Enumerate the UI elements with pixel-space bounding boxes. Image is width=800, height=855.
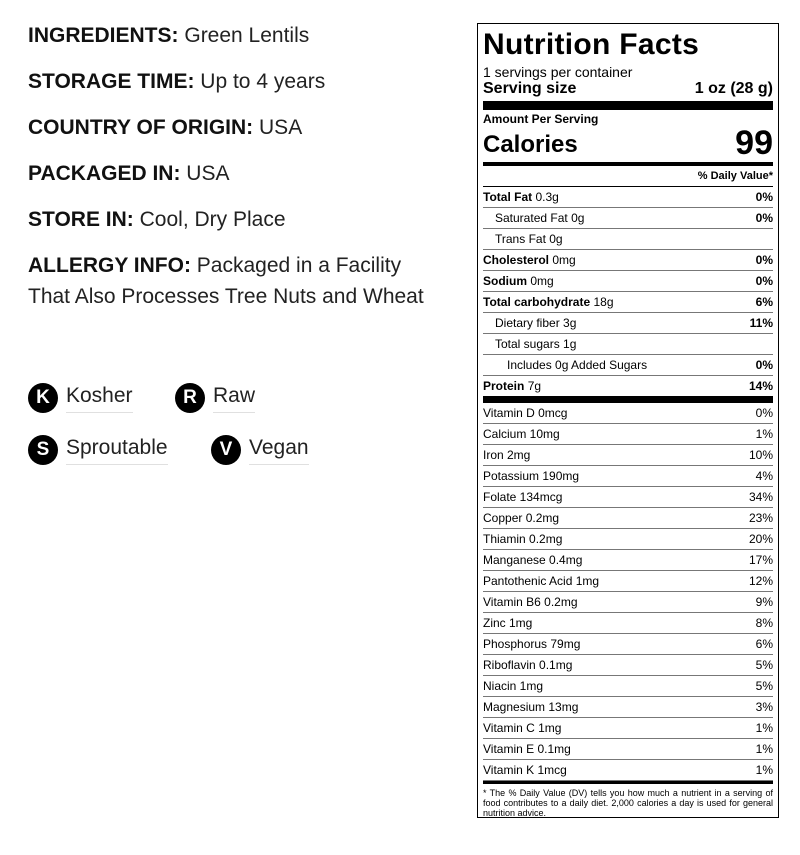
vitamin-name: Phosphorus 79mg [483,637,581,651]
nutrient-percent: 0% [755,358,773,372]
serving-size-label: Serving size [483,80,577,97]
vitamin-row [483,571,773,592]
nutrient-name [483,208,584,228]
nutrient-label: Total sugars [495,337,560,351]
vitamin-percent: 12% [748,574,773,588]
nutrient-name [483,250,576,270]
daily-value-footnote: * The % Daily Value (DV) tells you how much a nutrient in a serving of food contributes to a daily diet. 2,000 calories a day is used for general nutrition advice. [483,788,773,818]
country-of-origin-info [28,112,448,143]
nutrient-percent: 0% [755,274,773,288]
vitamin-name: Iron 2mg [483,448,531,462]
nutrient-name [483,271,554,291]
vitamin-name: Vitamin B6 0.2mg [483,595,578,609]
nutrient-row [483,355,773,376]
info-value: USA [186,162,230,185]
vitamin-percent: 0% [755,406,773,420]
sproutable-icon: S [28,435,58,465]
nutrient-list [483,187,773,396]
nutrient-percent: 0% [755,211,773,225]
vitamin-name: Magnesium 13mg [483,700,579,714]
storage-time-info [28,66,448,97]
badge-label: Kosher [66,384,133,413]
vitamin-list [483,403,773,781]
nutrient-percent: 0% [755,190,773,204]
nutrient-row [483,376,773,396]
info-label: ALLERGY INFO: [28,254,191,277]
vitamin-name: Riboflavin 0.1mg [483,658,573,672]
nutrient-amount: 0mg [530,274,554,288]
nutrient-row [483,250,773,271]
badge-label: Vegan [249,436,309,465]
vitamin-name: Potassium 190mg [483,469,580,483]
nutrient-percent: 14% [748,379,773,393]
serving-size-value: 1 oz (28 g) [694,80,773,97]
vitamin-name: Vitamin K 1mcg [483,763,567,777]
vitamin-percent: 5% [755,658,773,672]
nutrient-amount: 0mg [552,253,576,267]
badge-vegan[interactable] [211,435,309,465]
calories-row [483,126,773,160]
vitamin-name: Manganese 0.4mg [483,553,583,567]
vitamin-row [483,466,773,487]
vitamin-percent: 8% [755,616,773,630]
vitamin-row [483,655,773,676]
nutrient-amount: 18g [593,295,614,309]
vitamin-row [483,529,773,550]
nutrient-percent: 6% [755,295,773,309]
nutrient-amount: 0.3g [535,190,559,204]
nutrient-name [483,355,647,375]
nutrient-row [483,229,773,250]
info-value: USA [259,116,303,139]
thick-divider [483,101,773,110]
vegan-icon: V [211,435,241,465]
info-label: COUNTRY OF ORIGIN: [28,116,254,139]
vitamin-percent: 4% [755,469,773,483]
vitamin-row [483,676,773,697]
vitamin-row [483,508,773,529]
nutrient-amount: 0g [571,211,585,225]
vitamin-name: Thiamin 0.2mg [483,532,563,546]
vitamin-name: Zinc 1mg [483,616,533,630]
vitamin-name: Vitamin D 0mcg [483,406,568,420]
nutrient-name [483,376,541,396]
info-value: Cool, Dry Place [139,208,286,231]
vitamin-percent: 1% [755,763,773,777]
nutrient-name [483,313,576,333]
vitamin-name: Niacin 1mg [483,679,544,693]
vitamin-row [483,487,773,508]
vitamin-percent: 20% [748,532,773,546]
nutrition-facts-panel [477,23,779,818]
vitamin-percent: 1% [755,721,773,735]
footnote-divider [483,781,773,784]
nutrient-label: Protein [483,379,525,393]
vitamin-row [483,550,773,571]
vitamin-name: Folate 134mcg [483,490,563,504]
info-value: Green Lentils [184,24,310,47]
nutrient-label: Total Fat [483,190,533,204]
badge-raw[interactable] [175,383,255,413]
servings-per-container: 1 servings per container [483,64,633,80]
nutrient-name [483,292,614,312]
info-value: Packaged in a Facility That Also Processes Tree Nuts and Wheat [28,254,424,308]
ingredients-info [28,20,448,51]
nutrient-percent: 11% [749,316,773,330]
vitamin-row [483,760,773,781]
vitamin-percent: 23% [748,511,773,525]
vitamin-name: Pantothenic Acid 1mg [483,574,600,588]
nutrient-row [483,208,773,229]
nutrient-row [483,271,773,292]
vitamin-percent: 17% [748,553,773,567]
nutrient-row [483,187,773,208]
vitamin-row [483,592,773,613]
nutrient-label: Saturated Fat [495,211,568,225]
info-label: INGREDIENTS: [28,24,179,47]
nutrient-name [483,229,563,249]
vitamin-percent: 3% [755,700,773,714]
daily-value-header: % Daily Value* [483,166,773,187]
serving-size-row [483,80,773,98]
nutrient-label: Cholesterol [483,253,550,267]
vitamin-percent: 6% [755,637,773,651]
info-label: PACKAGED IN: [28,162,181,185]
raw-icon: R [175,383,205,413]
vitamin-name: Vitamin E 0.1mg [483,742,571,756]
vitamin-percent: 1% [755,427,773,441]
calories-value: 99 [735,124,773,162]
vitamin-row [483,613,773,634]
badge-kosher[interactable] [28,383,133,413]
vitamin-row [483,697,773,718]
nutrient-amount: 0g [549,232,563,246]
nutrient-vitamin-divider [483,396,773,403]
nutrient-label: Dietary fiber [495,316,560,330]
nutrient-label: Trans Fat [495,232,546,246]
vitamin-percent: 5% [755,679,773,693]
nutrient-amount: 3g [563,316,577,330]
nutrient-label: Sodium [483,274,527,288]
product-info [28,20,448,327]
info-label: STORAGE TIME: [28,70,195,93]
vitamin-row [483,424,773,445]
nutrient-row [483,292,773,313]
nutrient-label: Includes 0g Added Sugars [507,358,648,372]
nutrient-percent: 0% [755,253,773,267]
nutrient-label: Total carbohydrate [483,295,591,309]
vitamin-name: Vitamin C 1mg [483,721,562,735]
calories-label: Calories [483,131,578,158]
vitamin-row [483,718,773,739]
nutrient-amount: 1g [563,337,577,351]
packaged-in-info [28,158,448,189]
vitamin-percent: 10% [748,448,773,462]
badge-label: Raw [213,384,255,413]
store-in-info [28,204,448,235]
vitamin-row [483,739,773,760]
nutrition-title: Nutrition Facts [483,28,700,61]
vitamin-percent: 1% [755,742,773,756]
vitamin-name: Copper 0.2mg [483,511,560,525]
info-label: STORE IN: [28,208,134,231]
vitamin-row [483,445,773,466]
allergy-info [28,250,448,312]
vitamin-row [483,403,773,424]
nutrient-name [483,187,559,207]
info-value: Up to 4 years [200,70,326,93]
nutrient-row [483,313,773,334]
vitamin-percent: 34% [748,490,773,504]
badge-label: Sproutable [66,436,168,465]
nutrient-name [483,334,576,354]
vitamin-name: Calcium 10mg [483,427,560,441]
vitamin-percent: 9% [755,595,773,609]
badge-sproutable[interactable] [28,435,168,465]
kosher-icon: K [28,383,58,413]
vitamin-row [483,634,773,655]
nutrient-row [483,334,773,355]
amount-per-serving: Amount Per Serving [483,112,599,126]
nutrient-amount: 7g [527,379,542,393]
